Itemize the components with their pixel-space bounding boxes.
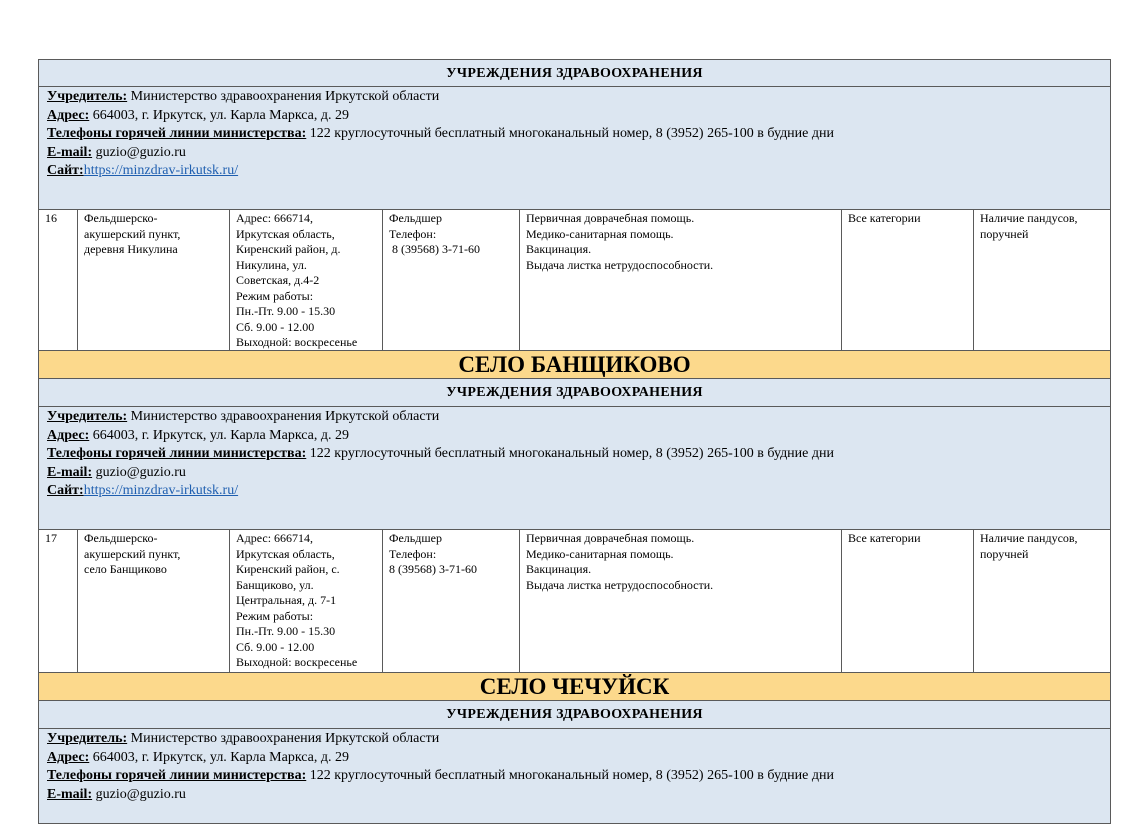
address-line: Выходной: воскресенье [236, 655, 358, 669]
contact-line: Телефон: [389, 546, 437, 561]
address-line: Режим работы: [236, 288, 314, 303]
phones-label: Телефоны горячей линии министерства: [47, 768, 307, 783]
phones-value: 122 круглосуточный бесплатный многоканальный номер, 8 (3952) 265-100 в будние дни [306, 126, 834, 141]
address-line: Киренский район, с. [236, 562, 340, 576]
service-line: Вакцинация. [526, 562, 592, 576]
address-line: Никулина, ул. [236, 257, 307, 272]
row-number: 16 [45, 211, 57, 225]
address-value: 664003, г. Иркутск, ул. Карла Маркса, д. 29 [89, 749, 350, 765]
phones-value: 122 круглосуточный бесплатный многоканальный номер, 8 (3952) 265-100 в будние дни [306, 768, 834, 783]
service-line: Медико-санитарная помощь. [526, 226, 674, 241]
address-line: Режим работы: [236, 608, 314, 623]
table-row [38, 210, 1111, 351]
address-line: Выходной: воскресенье [236, 335, 358, 349]
contact-line: 8 (39568) 3-71-60 [389, 562, 477, 576]
facility-name [77, 530, 229, 672]
address-line: Иркутская область, [236, 226, 335, 241]
facility-category: Все категории [841, 530, 973, 672]
address-line: Пн.-Пт. 9.00 - 15.30 [236, 624, 336, 638]
facility-services [519, 530, 841, 672]
address-line: Сб. 9.00 - 12.00 [236, 319, 315, 334]
row-number: 17 [45, 531, 57, 545]
founder-value: Министерство здравоохранения Иркутской области [127, 731, 440, 746]
contact-line: Фельдшер [389, 531, 442, 545]
facility-accessibility [973, 530, 1110, 672]
address-line: Центральная, д. 7-1 [236, 593, 337, 607]
address-line: Сб. 9.00 - 12.00 [236, 639, 315, 654]
founder-info-block [38, 407, 1111, 530]
service-line: Медико-санитарная помощь. [526, 546, 674, 561]
email-label: E-mail: [47, 464, 93, 480]
email-value: guzio@guzio.ru [92, 786, 186, 802]
facility-name-line: акушерский пункт, [84, 226, 181, 241]
address-line: Банщиково, ул. [236, 577, 314, 592]
email-label: E-mail: [47, 786, 93, 802]
founder-value: Министерство здравоохранения Иркутской области [127, 409, 440, 424]
accessibility-line: поручней [980, 226, 1029, 241]
site-link[interactable]: https://minzdrav-irkutsk.ru/ [83, 163, 239, 178]
site-label: Сайт: [47, 163, 84, 178]
accessibility-line: Наличие пандусов, [980, 531, 1078, 545]
facility-contact [382, 210, 519, 350]
address-label: Адрес: [47, 427, 90, 443]
accessibility-line: поручней [980, 546, 1029, 561]
service-line: Выдача листка нетрудоспособности. [526, 577, 714, 592]
village-banner: СЕЛО БАНЩИКОВО [38, 351, 1111, 379]
facility-category: Все категории [841, 210, 973, 350]
site-label: Сайт: [47, 483, 84, 498]
phones-label: Телефоны горячей линии министерства: [47, 126, 307, 141]
email-value: guzio@guzio.ru [92, 144, 186, 160]
email-value: guzio@guzio.ru [92, 464, 186, 480]
facility-services [519, 210, 841, 350]
founder-value: Министерство здравоохранения Иркутской области [127, 89, 440, 104]
email-label: E-mail: [47, 144, 93, 160]
service-line: Вакцинация. [526, 242, 592, 256]
table-row [38, 530, 1111, 673]
founder-label: Учредитель: [47, 731, 128, 746]
facility-name-line: Фельдшерско- [84, 531, 158, 545]
service-line: Выдача листка нетрудоспособности. [526, 257, 714, 272]
service-line: Первичная доврачебная помощь. [526, 531, 695, 545]
site-link[interactable]: https://minzdrav-irkutsk.ru/ [83, 483, 239, 498]
facility-name-line: акушерский пункт, [84, 546, 181, 561]
facility-accessibility [973, 210, 1110, 350]
address-line: Киренский район, д. [236, 242, 341, 256]
phones-value: 122 круглосуточный бесплатный многоканальный номер, 8 (3952) 265-100 в будние дни [306, 446, 834, 461]
phones-label: Телефоны горячей линии министерства: [47, 446, 307, 461]
address-label: Адрес: [47, 107, 90, 123]
contact-line: Фельдшер [389, 211, 442, 225]
document-table [38, 59, 1111, 824]
address-line: Пн.-Пт. 9.00 - 15.30 [236, 304, 336, 318]
contact-line: 8 (39568) 3-71-60 [389, 242, 480, 256]
founder-info-block [38, 87, 1111, 210]
contact-line: Телефон: [389, 226, 437, 241]
facility-name-line: село Банщиково [84, 562, 167, 576]
village-banner: СЕЛО ЧЕЧУЙСК [38, 673, 1111, 701]
address-line: Советская, д.4-2 [236, 273, 320, 287]
address-label: Адрес: [47, 749, 90, 765]
facility-address [229, 530, 382, 672]
section-header: УЧРЕЖДЕНИЯ ЗДРАВООХРАНЕНИЯ [38, 379, 1111, 407]
section-header: УЧРЕЖДЕНИЯ ЗДРАВООХРАНЕНИЯ [38, 59, 1111, 87]
facility-address [229, 210, 382, 350]
facility-name [77, 210, 229, 350]
founder-info-block [38, 729, 1111, 824]
address-line: Иркутская область, [236, 546, 335, 561]
address-line: Адрес: 666714, [236, 211, 314, 225]
facility-name-line: Фельдшерско- [84, 211, 158, 225]
founder-label: Учредитель: [47, 89, 128, 104]
facility-contact [382, 530, 519, 672]
address-value: 664003, г. Иркутск, ул. Карла Маркса, д. 29 [89, 107, 350, 123]
address-value: 664003, г. Иркутск, ул. Карла Маркса, д. 29 [89, 427, 350, 443]
service-line: Первичная доврачебная помощь. [526, 211, 695, 225]
section-header: УЧРЕЖДЕНИЯ ЗДРАВООХРАНЕНИЯ [38, 701, 1111, 729]
facility-name-line: деревня Никулина [84, 242, 178, 256]
founder-label: Учредитель: [47, 409, 128, 424]
address-line: Адрес: 666714, [236, 531, 314, 545]
accessibility-line: Наличие пандусов, [980, 211, 1078, 225]
